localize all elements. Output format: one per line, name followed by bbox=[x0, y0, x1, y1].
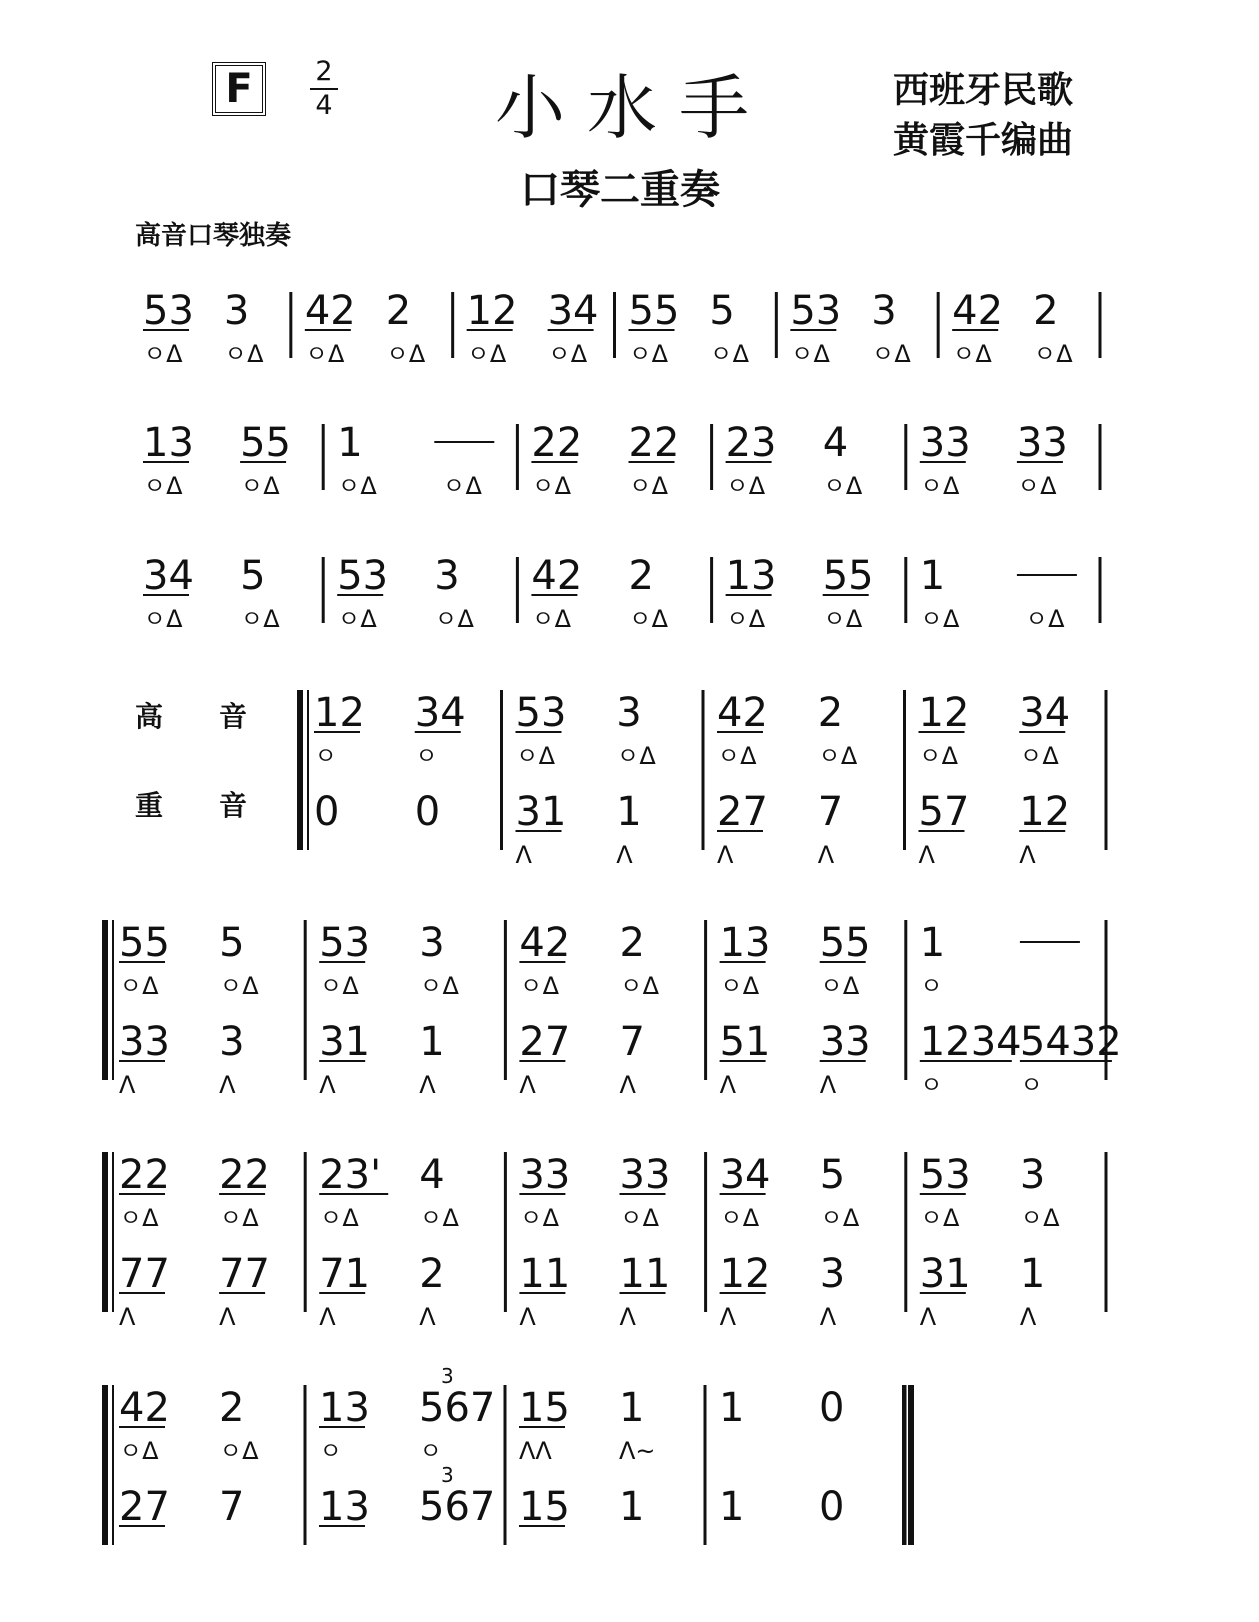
solo-sys2-bar1-beat1-breath-mark: ㅇΔ bbox=[143, 472, 183, 500]
duet-sys4-high-bar3-beat2-notes: 1 bbox=[619, 1385, 645, 1431]
duet-sys2-low-bar1-beat2-breath-mark: Λ bbox=[219, 1071, 236, 1099]
solo-sys1-bar4-beat2-notes: 5 bbox=[709, 288, 735, 334]
duet-sys3-high-bar5-beat1-breath-mark: ㅇΔ bbox=[919, 1204, 960, 1232]
duet-sys4-low-bar3-beat2-notes: 1 bbox=[619, 1484, 645, 1530]
duet-sys1-high-bar2-beat2-breath-mark: ㅇΔ bbox=[616, 742, 656, 770]
duet-sys4-low-bar1-beat2-notes: 7 bbox=[219, 1484, 245, 1530]
solo-sys1-bar6-beat1-notes: 42 bbox=[952, 288, 1004, 334]
duet-sys4-low-bar2-beat1-notes: 13 bbox=[319, 1484, 370, 1530]
solo-sys2-bar2-beat1-notes: 1 bbox=[337, 420, 363, 466]
duet-sys2-low-bar1-beat1-notes: 33 bbox=[119, 1019, 170, 1065]
solo-sys3-bar1-beat2-notes: 5 bbox=[240, 553, 266, 599]
duet-sys1-high-bar1-beat1-notes: 12 bbox=[314, 690, 365, 736]
duet-sys3-high-bar2-beat1-breath-mark: ㅇΔ bbox=[319, 1204, 359, 1232]
song-origin: 西班牙民歌 bbox=[893, 69, 1074, 111]
duet-sys1-low-bar4-beat1-notes: 57 bbox=[918, 789, 970, 835]
duet-sys2-high-bar3-beat2-breath-mark: ㅇΔ bbox=[619, 972, 660, 1000]
duet-sys1-low-bar1-beat1-notes: 0 bbox=[314, 789, 340, 835]
duet-sys4-low-bar4-beat1-notes: 1 bbox=[719, 1484, 745, 1530]
duet-sys1-low-bar4-beat2-breath-mark: Λ bbox=[1019, 841, 1036, 869]
duet-sys2-high-bar4-beat1-notes: 13 bbox=[719, 920, 771, 966]
song-arranger: 黄霞千编曲 bbox=[893, 119, 1074, 161]
solo-sys2-bar1-beat1-notes: 13 bbox=[143, 420, 194, 466]
solo-sys2-bar5-beat2-breath-mark: ㅇΔ bbox=[1016, 472, 1057, 500]
solo-sys3-bar2-beat1-notes: 53 bbox=[337, 553, 389, 599]
duet-sys2-low-bar2-beat2-breath-mark: Λ bbox=[419, 1071, 436, 1099]
duet-sys2-high-bar1-beat2-notes: 5 bbox=[219, 920, 245, 966]
song-subtitle: 口琴二重奏 bbox=[520, 166, 720, 213]
duet-sys4-high-bar2-beat1-breath-mark: ㅇ bbox=[319, 1437, 343, 1465]
duet-sys3-high-bar5-beat2-breath-mark: ㅇΔ bbox=[1019, 1204, 1060, 1232]
solo-sys2-bar4-beat1-breath-mark: ㅇΔ bbox=[725, 472, 766, 500]
solo-sys1-bar2-beat2-breath-mark: ㅇΔ bbox=[385, 340, 426, 368]
time-signature-numerator: 2 bbox=[315, 56, 333, 87]
duet-sys3-high-bar5-beat1-notes: 53 bbox=[919, 1152, 971, 1198]
duet-sys1-low-bar3-beat1-notes: 27 bbox=[717, 789, 768, 835]
duet-sys3-high-bar5-beat2-notes: 3 bbox=[1019, 1152, 1046, 1198]
solo-sys1-bar2-beat2-notes: 2 bbox=[385, 288, 412, 334]
duet-sys1-high-bar4-beat2-breath-mark: ㅇΔ bbox=[1019, 742, 1059, 770]
solo-sys3-bar4-beat1-notes: 13 bbox=[725, 553, 777, 599]
duet-sys2-high-bar4-beat2-breath-mark: ㅇΔ bbox=[819, 972, 860, 1000]
duet-sys3-low-bar4-beat1-breath-mark: Λ bbox=[719, 1303, 737, 1331]
solo-sys1-bar4-beat1-breath-mark: ㅇΔ bbox=[628, 340, 669, 368]
duet-sys3-low-bar5-beat1-notes: 31 bbox=[919, 1251, 971, 1297]
solo-sys1-bar3-beat2-breath-mark: ㅇΔ bbox=[547, 340, 588, 368]
duet-sys2-low-bar4-beat2-notes: 33 bbox=[819, 1019, 871, 1065]
solo-sys3-bar4-beat2-breath-mark: ㅇΔ bbox=[822, 605, 863, 633]
duet-sys1-high-bar4-beat1-breath-mark: ㅇΔ bbox=[918, 742, 959, 770]
duet-sys4-high-bar2-beat1-notes: 13 bbox=[319, 1385, 370, 1431]
solo-sys3-breath-mark: ㅇΔ bbox=[1024, 605, 1065, 633]
duet-sys1-high-bar3-beat2-breath-mark: ㅇΔ bbox=[817, 742, 858, 770]
duet-sys3-high-bar3-beat1-breath-mark: ㅇΔ bbox=[519, 1204, 560, 1232]
duet-sys2-low-bar3-beat1-notes: 27 bbox=[519, 1019, 571, 1065]
solo-sys1-bar1-beat2-notes: 3 bbox=[223, 288, 250, 334]
solo-sys1-bar3-beat2-notes: 34 bbox=[547, 288, 599, 334]
solo-sys2-bar5-beat1-notes: 33 bbox=[919, 420, 971, 466]
solo-sys3-bar5-beat1-notes: 1 bbox=[919, 553, 946, 599]
duet-sys1-high-bar1-beat2-breath-mark: ㅇ bbox=[414, 742, 438, 770]
solo-sys1-bar5-beat1-breath-mark: ㅇΔ bbox=[790, 340, 830, 368]
duet-sys2-low-bar4-beat1-breath-mark: Λ bbox=[719, 1071, 737, 1099]
triplet-mark-high: 3 bbox=[441, 1364, 454, 1388]
solo-sys2-bar1-beat2-notes: 55 bbox=[240, 420, 292, 466]
duet-sys3-high-bar4-beat1-breath-mark: ㅇΔ bbox=[719, 1204, 760, 1232]
duet-sys4-high-bar1-beat2-notes: 2 bbox=[219, 1385, 245, 1431]
duet-sys2-high-bar2-beat1-breath-mark: ㅇΔ bbox=[319, 972, 359, 1000]
duet-sys3-low-bar1-beat2-notes: 77 bbox=[219, 1251, 271, 1297]
solo-sys1-bar3-beat1-breath-mark: ㅇΔ bbox=[466, 340, 507, 368]
duet-sys4-high-bar2-beat2-notes: 567 bbox=[419, 1385, 496, 1431]
duet-sys2-low-bar1-beat2-notes: 3 bbox=[219, 1019, 245, 1065]
duet-sys3-low-bar3-beat1-notes: 11 bbox=[519, 1251, 571, 1297]
duet-sys4-high-bar3-beat1-notes: 15 bbox=[519, 1385, 570, 1431]
duet-sys1-high-bar3-beat1-breath-mark: ㅇΔ bbox=[717, 742, 757, 770]
duet-sys2-high-bar1-beat1-notes: 55 bbox=[119, 920, 170, 966]
solo-sys2-bar4-beat2-breath-mark: ㅇΔ bbox=[822, 472, 863, 500]
duet-sys4-high-bar2-beat2-breath-mark: ㅇ bbox=[419, 1437, 443, 1465]
duet-sys3-low-bar3-beat2-breath-mark: Λ bbox=[619, 1303, 636, 1331]
duet-sys3-low-bar4-beat1-notes: 12 bbox=[719, 1251, 771, 1297]
duet-sys2-low-bar3-beat1-breath-mark: Λ bbox=[519, 1071, 536, 1099]
duet-sys2-high-bar1-beat2-breath-mark: ㅇΔ bbox=[219, 972, 259, 1000]
duet-sys3-low-bar2-beat1-notes: 71 bbox=[319, 1251, 371, 1297]
duet-sys1-low-bar1-beat2-notes: 0 bbox=[414, 789, 441, 835]
duet-sys4-low-bar4-beat2-notes: 0 bbox=[819, 1484, 845, 1530]
duet-sys3-high-bar3-beat1-notes: 33 bbox=[519, 1152, 571, 1198]
duet-sys2-low-bar3-beat2-breath-mark: Λ bbox=[619, 1071, 636, 1099]
solo-sys1-bar4-beat2-breath-mark: ㅇΔ bbox=[709, 340, 750, 368]
duet-sys2-low-bar2-beat2-notes: 1 bbox=[419, 1019, 445, 1065]
duet-sys2-low-bar5-beat2-breath-mark: ㅇ bbox=[1019, 1071, 1044, 1099]
duet-sys3-low-bar2-beat2-breath-mark: Λ bbox=[419, 1303, 436, 1331]
duet-sys3-high-bar3-beat2-notes: 33 bbox=[619, 1152, 671, 1198]
duet-sys3-low-bar1-beat1-notes: 77 bbox=[119, 1251, 170, 1297]
duet-sys3-low-bar2-beat2-notes: 2 bbox=[419, 1251, 445, 1297]
solo-sys1-bar6-beat1-breath-mark: ㅇΔ bbox=[952, 340, 992, 368]
solo-sys1-bar5-beat2-notes: 3 bbox=[871, 288, 897, 334]
solo-sys2-bar3-beat2-breath-mark: ㅇΔ bbox=[628, 472, 669, 500]
duet-sys1-low-bar2-beat1-breath-mark: Λ bbox=[515, 841, 532, 869]
duet-sys1-low-bar3-beat2-breath-mark: Λ bbox=[817, 841, 835, 869]
duet-sys2-high-bar5-beat1-notes: 1 bbox=[919, 920, 946, 966]
duet-sys2-low-bar5-beat1-breath-mark: ㅇ bbox=[919, 1071, 943, 1099]
duet-sys3-low-bar3-beat1-breath-mark: Λ bbox=[519, 1303, 536, 1331]
duet-sys3-high-bar1-beat2-breath-mark: ㅇΔ bbox=[219, 1204, 259, 1232]
solo-sys1-bar1-beat1-notes: 53 bbox=[143, 288, 194, 334]
duet-sys1-high-bar3-beat2-notes: 2 bbox=[817, 690, 844, 736]
duet-sys2-high-bar3-beat1-breath-mark: ㅇΔ bbox=[519, 972, 560, 1000]
duet-sys1-high-bar1-beat2-notes: 34 bbox=[414, 690, 466, 736]
solo-sys1-bar5-beat2-breath-mark: ㅇΔ bbox=[871, 340, 911, 368]
solo-sys1-bar3-beat1-notes: 12 bbox=[466, 288, 518, 334]
solo-sys3-bar2-beat2-breath-mark: ㅇΔ bbox=[434, 605, 474, 633]
duet-sys3-low-bar2-beat1-breath-mark: Λ bbox=[319, 1303, 336, 1331]
part-label-low: 重 音 bbox=[135, 789, 248, 822]
song-title: 小水手 bbox=[495, 67, 771, 149]
solo-sys1-bar2-beat1-breath-mark: ㅇΔ bbox=[304, 340, 345, 368]
duet-sys4-high-bar1-beat1-notes: 42 bbox=[119, 1385, 170, 1431]
duet-sys2-low-bar1-beat1-breath-mark: Λ bbox=[119, 1071, 136, 1099]
duet-sys2-low-bar5-beat2-notes: 5432 bbox=[1019, 1019, 1122, 1065]
duet-sys3-low-bar5-beat2-notes: 1 bbox=[1019, 1251, 1046, 1297]
duet-sys3-low-bar1-beat2-breath-mark: Λ bbox=[219, 1303, 236, 1331]
solo-sys3-bar1-beat1-notes: 34 bbox=[143, 553, 194, 599]
duet-sys2-low-bar2-beat1-notes: 31 bbox=[319, 1019, 371, 1065]
duet-sys1-high-bar3-beat1-notes: 42 bbox=[717, 690, 768, 736]
solo-sys2-bar5-beat2-notes: 33 bbox=[1016, 420, 1068, 466]
duet-sys1-high-bar4-beat2-notes: 34 bbox=[1019, 690, 1071, 736]
solo-sys1-bar6-beat2-notes: 2 bbox=[1033, 288, 1059, 334]
duet-sys4-high-bar3-beat2-breath-mark: Λ~ bbox=[619, 1437, 656, 1465]
duet-sys1-low-bar4-beat2-notes: 12 bbox=[1019, 789, 1071, 835]
duet-sys4-high-bar1-beat2-breath-mark: ㅇΔ bbox=[219, 1437, 259, 1465]
duet-sys4-high-bar4-beat2-notes: 0 bbox=[819, 1385, 845, 1431]
solo-sys3-bar3-beat1-breath-mark: ㅇΔ bbox=[531, 605, 572, 633]
duet-sys3-high-bar1-beat2-notes: 22 bbox=[219, 1152, 271, 1198]
duet-sys3-low-bar4-beat2-notes: 3 bbox=[819, 1251, 846, 1297]
duet-sys3-high-bar2-beat2-breath-mark: ㅇΔ bbox=[419, 1204, 459, 1232]
duet-sys2-high-bar2-beat2-notes: 3 bbox=[419, 920, 445, 966]
duet-sys1-high-bar2-beat2-notes: 3 bbox=[616, 690, 642, 736]
part-label-high: 高 音 bbox=[135, 700, 248, 733]
solo-sys2-bar2-beat1-breath-mark: ㅇΔ bbox=[337, 472, 377, 500]
solo-sys2-bar4-beat1-notes: 23 bbox=[725, 420, 777, 466]
duet-sys1-high-bar2-beat1-notes: 53 bbox=[515, 690, 567, 736]
duet-sys2-high-bar3-beat1-notes: 42 bbox=[519, 920, 571, 966]
duet-sys2-low-bar5-beat1-notes: 1234 bbox=[919, 1019, 1022, 1065]
duet-sys3-high-bar1-beat1-breath-mark: ㅇΔ bbox=[119, 1204, 159, 1232]
solo-sys3-bar1-beat1-breath-mark: ㅇΔ bbox=[143, 605, 183, 633]
duet-sys1-low-bar4-beat1-breath-mark: Λ bbox=[918, 841, 935, 869]
duet-sys1-low-bar2-beat1-notes: 31 bbox=[515, 789, 567, 835]
duet-sys3-high-bar4-beat1-notes: 34 bbox=[719, 1152, 771, 1198]
time-signature-denominator: 4 bbox=[315, 90, 333, 121]
duet-sys4-low-bar1-beat1-notes: 27 bbox=[119, 1484, 170, 1530]
duet-sys2-low-bar4-beat1-notes: 51 bbox=[719, 1019, 771, 1065]
duet-sys3-low-bar5-beat2-breath-mark: Λ bbox=[1019, 1303, 1037, 1331]
solo-sys3-bar2-beat2-notes: 3 bbox=[434, 553, 460, 599]
solo-sys1-bar5-beat1-notes: 53 bbox=[790, 288, 842, 334]
key-signature-box: F bbox=[212, 62, 266, 116]
duet-sys2-low-bar4-beat2-breath-mark: Λ bbox=[819, 1071, 837, 1099]
duet-sys4-high-bar1-beat1-breath-mark: ㅇΔ bbox=[119, 1437, 159, 1465]
solo-sys3-bar3-beat1-notes: 42 bbox=[531, 553, 583, 599]
duet-sys3-high-bar2-beat2-notes: 4 bbox=[419, 1152, 445, 1198]
solo-sys3-bar3-beat2-notes: 2 bbox=[628, 553, 654, 599]
solo-sys1-bar1-beat1-breath-mark: ㅇΔ bbox=[143, 340, 183, 368]
solo-sys2-breath-mark: ㅇΔ bbox=[442, 472, 482, 500]
solo-sys2-bar5-beat1-breath-mark: ㅇΔ bbox=[919, 472, 960, 500]
duet-sys4-high-bar4-beat1-notes: 1 bbox=[719, 1385, 745, 1431]
duet-sys4-high-bar3-beat1-breath-mark: ΛΛ bbox=[519, 1437, 552, 1465]
duet-sys1-low-bar3-beat2-notes: 7 bbox=[817, 789, 844, 835]
duet-sys2-high-bar2-beat1-notes: 53 bbox=[319, 920, 371, 966]
duet-sys3-low-bar3-beat2-notes: 11 bbox=[619, 1251, 671, 1297]
duet-sys1-low-bar2-beat2-breath-mark: Λ bbox=[616, 841, 633, 869]
duet-sys2-high-bar4-beat1-breath-mark: ㅇΔ bbox=[719, 972, 760, 1000]
solo-sys2-bar1-beat2-breath-mark: ㅇΔ bbox=[240, 472, 280, 500]
duet-sys3-high-bar2-beat1-notes: 23' bbox=[319, 1152, 382, 1198]
solo-sys2-bar3-beat1-notes: 22 bbox=[531, 420, 583, 466]
solo-sys2-bar3-beat1-breath-mark: ㅇΔ bbox=[531, 472, 572, 500]
triplet-mark-low: 3 bbox=[441, 1463, 454, 1487]
duet-sys2-low-bar2-beat1-breath-mark: Λ bbox=[319, 1071, 336, 1099]
solo-sys1-bar1-beat2-breath-mark: ㅇΔ bbox=[223, 340, 264, 368]
duet-sys3-low-bar4-beat2-breath-mark: Λ bbox=[819, 1303, 837, 1331]
duet-sys3-high-bar4-beat2-notes: 5 bbox=[819, 1152, 846, 1198]
duet-sys1-low-bar2-beat2-notes: 1 bbox=[616, 789, 642, 835]
duet-sys4-low-bar2-beat2-notes: 567 bbox=[419, 1484, 496, 1530]
duet-sys2-high-bar2-beat2-breath-mark: ㅇΔ bbox=[419, 972, 459, 1000]
solo-sys1-bar2-beat1-notes: 42 bbox=[304, 288, 356, 334]
duet-sys2-high-bar3-beat2-notes: 2 bbox=[619, 920, 645, 966]
section-label-solo: 高音口琴独奏 bbox=[135, 221, 292, 251]
solo-sys3-bar4-beat1-breath-mark: ㅇΔ bbox=[725, 605, 766, 633]
solo-sys1-bar4-beat1-notes: 55 bbox=[628, 288, 680, 334]
solo-sys3-bar1-beat2-breath-mark: ㅇΔ bbox=[240, 605, 280, 633]
duet-sys1-high-bar1-beat1-breath-mark: ㅇ bbox=[314, 742, 338, 770]
solo-sys3-bar2-beat1-breath-mark: ㅇΔ bbox=[337, 605, 377, 633]
duet-sys1-high-bar4-beat1-notes: 12 bbox=[918, 690, 970, 736]
duet-sys3-low-bar1-beat1-breath-mark: Λ bbox=[119, 1303, 136, 1331]
solo-sys2-bar3-beat2-notes: 22 bbox=[628, 420, 680, 466]
duet-sys3-high-bar3-beat2-breath-mark: ㅇΔ bbox=[619, 1204, 660, 1232]
solo-sys3-bar5-beat1-breath-mark: ㅇΔ bbox=[919, 605, 960, 633]
duet-sys3-high-bar1-beat1-notes: 22 bbox=[119, 1152, 170, 1198]
duet-sys4-low-bar3-beat1-notes: 15 bbox=[519, 1484, 570, 1530]
solo-sys1-bar6-beat2-breath-mark: ㅇΔ bbox=[1033, 340, 1073, 368]
duet-sys3-high-bar4-beat2-breath-mark: ㅇΔ bbox=[819, 1204, 860, 1232]
duet-sys2-high-bar5-beat1-breath-mark: ㅇ bbox=[919, 972, 943, 1000]
duet-sys2-high-bar1-beat1-breath-mark: ㅇΔ bbox=[119, 972, 159, 1000]
duet-sys3-low-bar5-beat1-breath-mark: Λ bbox=[919, 1303, 937, 1331]
duet-sys1-low-bar3-beat1-breath-mark: Λ bbox=[717, 841, 734, 869]
duet-sys2-high-bar4-beat2-notes: 55 bbox=[819, 920, 871, 966]
solo-sys3-bar3-beat2-breath-mark: ㅇΔ bbox=[628, 605, 669, 633]
solo-sys3-bar4-beat2-notes: 55 bbox=[822, 553, 874, 599]
duet-sys2-low-bar3-beat2-notes: 7 bbox=[619, 1019, 645, 1065]
duet-sys1-high-bar2-beat1-breath-mark: ㅇΔ bbox=[515, 742, 556, 770]
solo-sys2-bar4-beat2-notes: 4 bbox=[822, 420, 849, 466]
